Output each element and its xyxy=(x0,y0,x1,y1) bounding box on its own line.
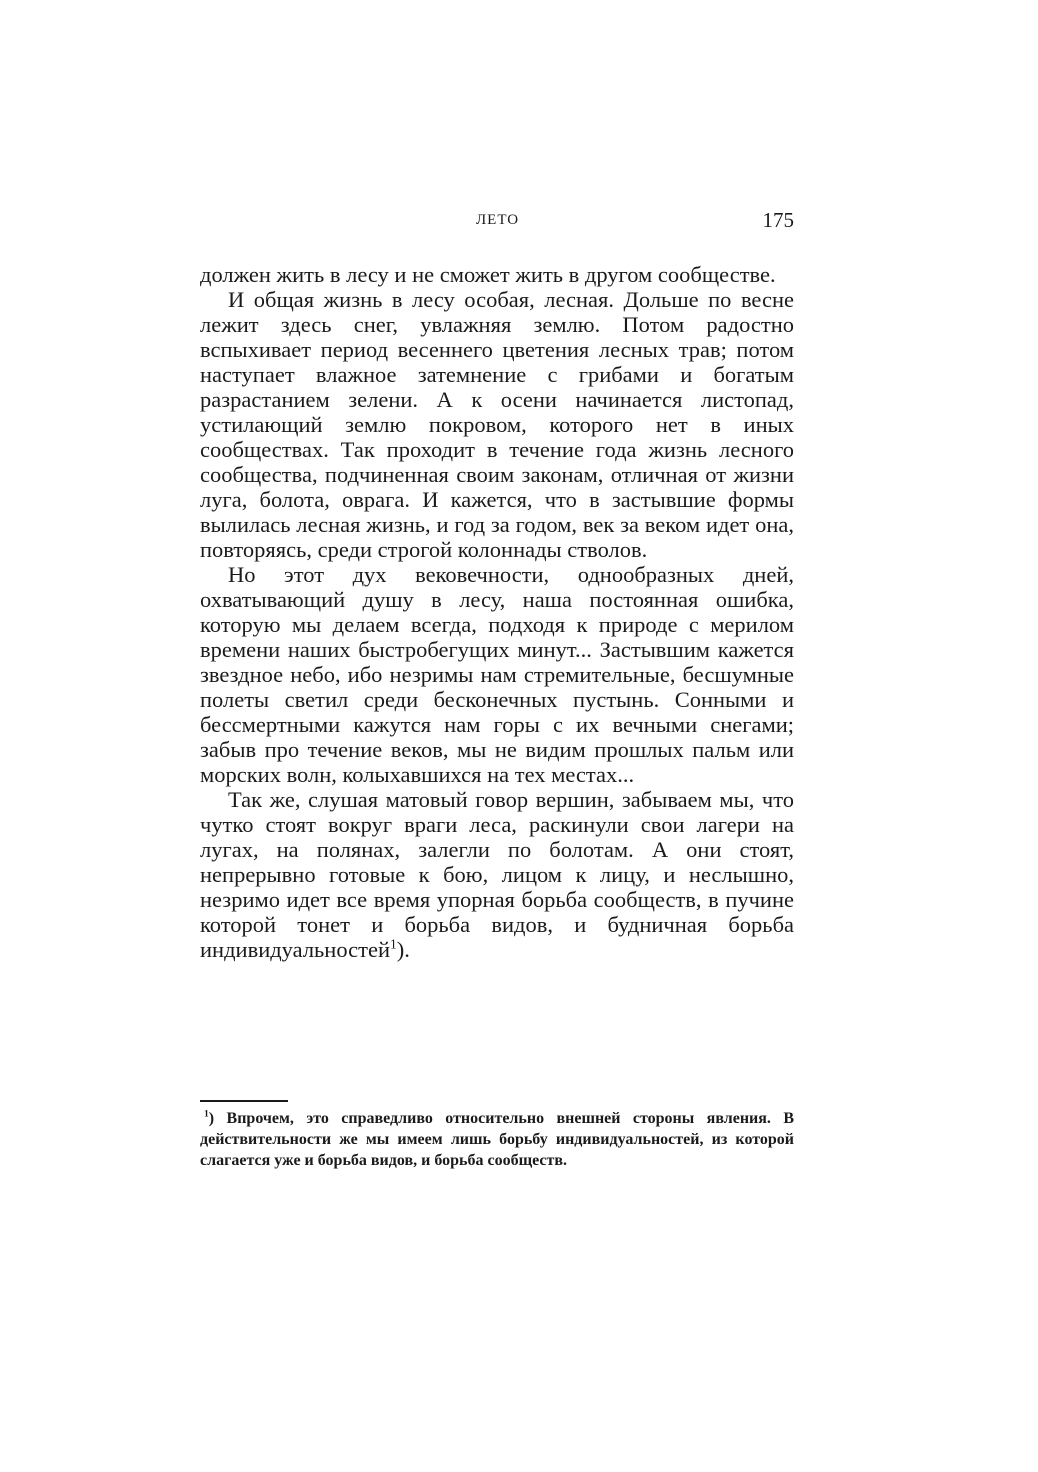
body-text xyxy=(200,262,794,962)
paragraph-text: Так же, слушая матовый говор вершин, забываем мы, что чутко стоят вокруг враги леса, раскинули свои лагери на лугах, на полянах, залегли по болотам. А они стоят, непрерывно готовые к бою, лицом к лицу, и неслышно, незримо идет все время упорная борьба сообществ, в пучине которой тонет и борьба видов, и будничная борьба индивидуальностей xyxy=(200,787,794,962)
footnote-marker: 1 xyxy=(204,1108,209,1120)
paragraph-continued: должен жить в лесу и не сможет жить в другом сообществе. xyxy=(200,262,776,287)
paragraph: Но этот дух вековечности, однообразных дней, охватывающий душу в лесу, наша постоянная ошибка, которую мы делаем всегда, подходя к природе с мерилом времени наших быстробегущих минут... Застывшим кажется звездное небо, ибо незримы нам стремительные, бесшумные полеты светил среди бесконечных пустынь. Сонными и бессмертными кажутся нам горы с их вечными снегами; забыв про течение веков, мы не видим прошлых пальм или морских волн, колыхавшихся на тех местах... xyxy=(200,562,794,787)
footnote xyxy=(200,1108,794,1171)
footnotes xyxy=(200,1108,794,1171)
footnote-divider xyxy=(200,1100,288,1102)
paragraph: И общая жизнь в лесу особая, лесная. Дольше по весне лежит здесь снег, увлажняя землю. Потом радостно вспыхивает период весеннего цветения лесных трав; потом наступает влажное затемнение с грибами и богатым разрастанием зелени. А к осени начинается листопад, устилающий землю покровом, которого нет в иных сообществах. Так проходит в течение года жизнь лесного сообщества, подчиненная своим законам, отличная от жизни луга, болота, оврага. И кажется, что в застывшие формы вылилась лесная жизнь, и год за годом, век за веком идет она, повторяясь, среди строгой колоннады стволов. xyxy=(200,287,794,562)
running-title: ЛЕТО xyxy=(476,212,520,228)
footnote-reference: 1 xyxy=(390,936,397,952)
paragraph-last xyxy=(200,787,794,962)
page-number: 175 xyxy=(762,208,794,232)
paragraph-tail: ). xyxy=(396,937,410,962)
footnote-text: ) Впрочем, это справедливо относительно внешней стороны явления. В действительности же мы имеем лишь борьбу индивидуальностей, из которой слагается уже и борьба видов, и борьба сообществ. xyxy=(200,1110,794,1169)
running-head xyxy=(200,208,794,238)
